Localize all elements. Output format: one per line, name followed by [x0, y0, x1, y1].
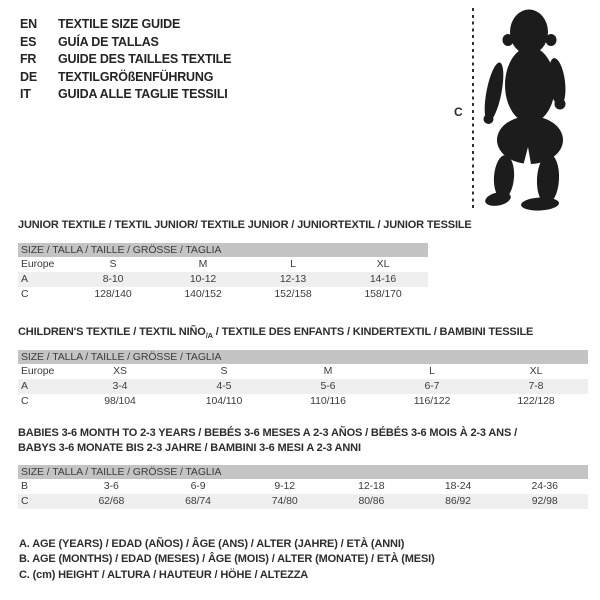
- table-cell: 5-6: [320, 380, 336, 393]
- table-cell: 7-8: [528, 380, 544, 393]
- language-code: ES: [20, 34, 37, 49]
- table-title: [18, 218, 472, 233]
- language-label: GUIDE DES TAILLES TEXTILE: [58, 52, 232, 67]
- table-cell: 86/92: [445, 495, 471, 507]
- table-cell: XL: [529, 365, 543, 378]
- size-table: [18, 465, 588, 509]
- size-header-bar: SIZE / TALLA / TAILLE / GRÖSSE / TAGLIA: [18, 243, 428, 257]
- title-subscript: /A: [205, 331, 213, 341]
- table-title-line: [18, 218, 472, 233]
- table-row-a: [18, 379, 588, 394]
- table-cell: 6-7: [424, 380, 440, 393]
- language-code: IT: [20, 87, 31, 102]
- table-cell: M: [323, 365, 333, 378]
- table-row-europe: [18, 364, 588, 379]
- table-cell: 10-12: [189, 273, 217, 285]
- table-cell: 152/158: [274, 288, 312, 300]
- table-cell: 110/116: [310, 395, 346, 408]
- size-table: [18, 243, 428, 302]
- table-cell: 122/128: [517, 395, 555, 408]
- row-label: Europe: [21, 365, 55, 378]
- table-title: [18, 426, 588, 456]
- table-cell: 6-9: [190, 480, 206, 492]
- table-cell: 62/68: [98, 495, 125, 507]
- language-row: [20, 16, 231, 34]
- table-cell: XL: [376, 258, 390, 270]
- table-section-children: [18, 325, 588, 409]
- row-label: A: [21, 273, 28, 285]
- footnote-line: C. (cm) HEIGHT / ALTURA / HAUTEUR / HÖHE / ALTEZZA: [19, 568, 309, 581]
- footnotes: [19, 537, 435, 583]
- row-label: B: [21, 480, 28, 492]
- row-label: Europe: [21, 258, 55, 270]
- table-row-europe: [18, 257, 428, 272]
- table-cell: S: [109, 258, 117, 270]
- table-row-c: [18, 394, 588, 409]
- table-section-junior: [18, 218, 472, 302]
- title-text: BABYS 3-6 MONATE BIS 2-3 JAHRE / BAMBINI 3-6 MESI A 2-3 ANNI: [18, 442, 361, 454]
- table-cell: M: [198, 258, 208, 270]
- table-cell: 4-5: [216, 380, 232, 393]
- title-text: JUNIOR TEXTILE / TEXTIL JUNIOR/ TEXTILE JUNIOR / JUNIORTEXTIL / JUNIOR TESSILE: [18, 219, 472, 231]
- table-title-line: [18, 325, 588, 343]
- table-cell: 92/98: [531, 495, 558, 507]
- table-title: [18, 325, 588, 343]
- table-cell: 3-4: [112, 380, 128, 393]
- table-cell: 158/170: [364, 288, 402, 300]
- language-label: TEXTILGRÖßENFÜHRUNG: [58, 69, 214, 84]
- footnote-line: B. AGE (MONTHS) / EDAD (MESES) / ÂGE (MOIS) / ALTER (MONATE) / ETÀ (MESI): [19, 553, 435, 566]
- table-title-line: [18, 441, 588, 456]
- table-cell: 9-12: [274, 480, 295, 492]
- language-label: GUÍA DE TALLAS: [58, 34, 159, 49]
- title-text: / TEXTILE DES ENFANTS / KINDERTEXTIL / BAMBINI TESSILE: [212, 326, 534, 338]
- size-header-bar: SIZE / TALLA / TAILLE / GRÖSSE / TAGLIA: [18, 465, 588, 479]
- table-cell: XS: [113, 365, 127, 378]
- title-text: CHILDREN'S TEXTILE / TEXTIL NIÑO: [18, 326, 206, 338]
- language-label: GUIDA ALLE TAGLIE TESSILI: [58, 87, 228, 102]
- table-cell: 18-24: [444, 480, 472, 492]
- language-row: [20, 34, 231, 52]
- table-cell: 14-16: [369, 273, 397, 285]
- table-cell: 68/74: [185, 495, 211, 507]
- row-label: C: [21, 495, 29, 507]
- table-cell: 128/140: [94, 288, 132, 300]
- table-cell: S: [220, 365, 228, 378]
- baby-silhouette-icon: [482, 7, 594, 212]
- table-cell: 80/86: [358, 495, 385, 507]
- language-row: [20, 69, 231, 87]
- table-cell: 3-6: [103, 480, 119, 492]
- table-row-c: [18, 494, 588, 509]
- table-cell: 98/104: [104, 395, 136, 408]
- size-header-bar: SIZE / TALLA / TAILLE / GRÖSSE / TAGLIA: [18, 350, 588, 364]
- language-code: DE: [20, 69, 37, 84]
- table-cell: 12-18: [358, 480, 385, 492]
- table-cell: 104/110: [205, 395, 243, 408]
- language-row: [20, 86, 231, 104]
- title-text: BABIES 3-6 MONTH TO 2-3 YEARS / BEBÉS 3-6 MESES A 2-3 AÑOS / BÉBÉS 3-6 MOIS À 2-3 ANS /: [18, 427, 517, 439]
- row-label: C: [21, 288, 29, 300]
- table-cell: L: [429, 365, 435, 378]
- height-c-label: C: [454, 105, 463, 119]
- footnote-line: A. AGE (YEARS) / EDAD (AÑOS) / ÂGE (ANS) / ALTER (JAHRE) / ETÀ (ANNI): [19, 538, 405, 550]
- table-cell: 140/152: [184, 288, 222, 300]
- table-cell: L: [290, 258, 296, 270]
- table-title-line: [18, 426, 588, 441]
- language-row: [20, 51, 231, 69]
- table-cell: 12-13: [279, 273, 307, 285]
- table-row-c: [18, 287, 428, 302]
- row-label: A: [21, 380, 28, 393]
- language-list: [20, 16, 231, 104]
- table-cell: 74/80: [271, 495, 298, 507]
- table-cell: 8-10: [102, 273, 124, 285]
- language-code: EN: [20, 17, 37, 31]
- table-cell: 24-36: [531, 480, 558, 492]
- baby-height-figure: [446, 0, 600, 216]
- size-table: [18, 350, 588, 409]
- table-section-babies: [18, 426, 588, 509]
- height-dashed-line: [472, 8, 474, 210]
- table-cell: 116/122: [413, 395, 451, 408]
- language-label: TEXTILE SIZE GUIDE: [58, 17, 181, 31]
- table-row-a: [18, 272, 428, 287]
- table-row-b: [18, 479, 588, 494]
- language-code: FR: [20, 52, 37, 67]
- row-label: C: [21, 395, 29, 408]
